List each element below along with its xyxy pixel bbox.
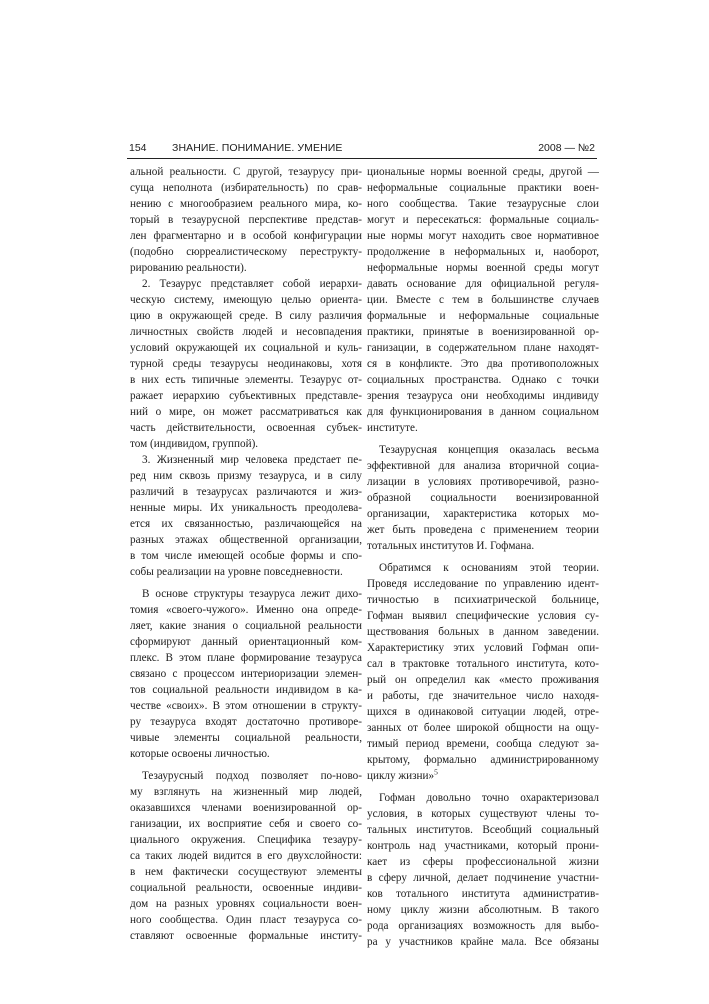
page-number: 154 [129, 142, 147, 154]
text-line: кает из сферы профессиональной жизни [367, 856, 599, 868]
right-column [367, 164, 599, 950]
text-line: ру тезауруса входят достаточно противоре- [130, 716, 362, 728]
text-line: ции. Вместе с тем в большинстве случаев [367, 294, 599, 306]
text-line: эффективной для анализа вторичной социа- [367, 460, 599, 472]
text-line: формальные и неформальные социальные [367, 310, 599, 322]
text-line: му взглянуть на жизненный мир людей, [130, 786, 362, 798]
running-header [127, 142, 597, 159]
text-line: жет быть проведена с применением теории [367, 524, 599, 536]
text-line: часть действительности, освоенная субъек- [130, 422, 362, 434]
text-line: ред ним сквозь призму тезауруса, и в силу [130, 470, 362, 482]
issue-number: 2008 — №2 [538, 142, 595, 154]
text-line: Проведя исследование по управлению идент- [367, 578, 599, 590]
text-line: в сферу личной, делает подчинение участни- [367, 872, 599, 884]
text-line: в нем фактически сосуществуют элементы [130, 866, 362, 878]
text-line: организации, характеристика которых мо- [367, 508, 599, 520]
text-line: Характеристику этих условий Гофман опи- [367, 642, 599, 654]
text-line: ненные миры. Их уникальность преодолева- [130, 502, 362, 514]
text-line: ному циклу жизни абсолютным. В такого [367, 904, 599, 916]
text-line: в том числе имеющей особые формы и спо- [130, 550, 362, 562]
section-title: ЗНАНИЕ. ПОНИМАНИЕ. УМЕНИЕ [172, 142, 343, 154]
text-line: личностных свойств людей и несовпадения [130, 326, 362, 338]
text-line: ные нормы могут находить свое нормативное [367, 230, 599, 242]
text-line: са таких людей видится в его двухслойности: [130, 850, 362, 862]
footnote-marker: 5 [434, 768, 438, 777]
text-line: (подобно сюрреалистическому переструкту- [130, 246, 362, 258]
text-line: 3. Жизненный мир человека предстает пе- [142, 454, 362, 466]
text-line: которые освоены личностью. [130, 748, 270, 760]
text-line: зрения тезауруса они необходимы индивиду [367, 390, 599, 402]
text-line: неформальные нормы военной среды могут [367, 262, 599, 274]
text-line: Тезаурусный подход позволяет по-ново- [142, 770, 362, 782]
text-line: циклу жизни» [367, 770, 435, 782]
text-line: ражает иерархию субъективных представле- [130, 390, 362, 402]
text-line: ков тотального института административ- [367, 888, 599, 900]
text-line: условий окружающей их социальной и куль- [130, 342, 362, 354]
text-line: рода организациях возможность для выбо- [367, 920, 599, 932]
text-line: суща неполнота (избирательность) по срав- [130, 182, 362, 194]
text-line: ществования больных в данном заведении. [367, 626, 599, 638]
text-line: практики, принятые в военизированной ор- [367, 326, 599, 338]
text-line: тичностью в психиатрической больнице, [367, 594, 599, 606]
text-line: чивые элементы социальной реальности, [130, 732, 362, 744]
text-line: и работы, где значительное число находя- [367, 690, 599, 702]
text-line: условия, в которых существуют члены то- [367, 808, 599, 820]
text-line: социальных пространства. Однако с точки [367, 374, 599, 386]
text-line: торый в тезаурусной перспективе представ- [130, 214, 362, 226]
text-line: рированию реальности). [130, 262, 247, 274]
text-line: тотальных институтов И. Гофмана. [367, 540, 535, 552]
text-line: сформируют данный ориентационный ком- [130, 636, 362, 648]
text-line: ного сообщества. Один пласт тезауруса со- [130, 914, 362, 926]
text-line: 2. Тезаурус представляет собой иерархи- [142, 278, 362, 290]
text-line: могут и пересекаться: формальные социаль- [367, 214, 599, 226]
text-line: в них есть типичные элементы. Тезаурус от- [130, 374, 362, 386]
text-line: честве «своих». В этом отношении в структу- [130, 700, 362, 712]
text-line: неформальные социальные практики воен- [367, 182, 599, 194]
text-line: институте. [367, 422, 418, 434]
text-line: разных этажах общественной организации, [130, 534, 362, 546]
text-line: тов социальной реальности индивидом в ка- [130, 684, 362, 696]
text-line: оказавшихся членами военизированной ор- [130, 802, 362, 814]
text-line: крытому, формально администрированному [367, 754, 599, 766]
text-line: Тезаурусная концепция оказалась весьма [379, 444, 599, 456]
text-line: ра у участников крайне мала. Все обязаны [367, 936, 599, 948]
text-line: нению с многообразием реального мира, ко- [130, 198, 362, 210]
text-line: циального окружения. Специфика тезауру- [130, 834, 362, 846]
text-line: Гофман довольно точно охарактеризовал [379, 792, 599, 804]
text-line: занных от более широкой общности на ощу- [367, 722, 599, 734]
text-line: собы реализации на уровне повседневности. [130, 566, 343, 578]
text-line: давать основание для официальной регуля- [367, 278, 599, 290]
text-line: образной социальности военизированной [367, 492, 599, 504]
text-line: Обратимся к основаниям этой теории. [379, 562, 599, 574]
text-line: ческую систему, имеющую целью ориента- [130, 294, 362, 306]
text-line: щихся в одинаковой ситуации людей, отре- [367, 706, 599, 718]
text-line: ляет, какие знания о социальной реальности [130, 620, 362, 632]
text-line: контроль над участниками, который прони- [367, 840, 599, 852]
text-line: циональные нормы военной среды, другой — [367, 166, 599, 178]
text-line: тальных институтов. Всеобщий социальный [367, 824, 599, 836]
text-line: ставляют освоенные формальные институ- [130, 930, 362, 942]
text-line: продолжение в неформальных и, наоборот, [367, 246, 599, 258]
text-line: рый он определил как «место проживания [367, 674, 599, 686]
text-line: турной среды тезаурусы неодинаковы, хотя [130, 358, 362, 370]
text-line: томия «своего-чужого». Именно она опреде- [130, 604, 362, 616]
text-line: сал в трактовке тотального института, кото- [367, 658, 599, 670]
text-line: плекс. В этом плане формирование тезауруса [130, 652, 362, 664]
text-line: ганизации, их восприятие себя и своего со- [130, 818, 362, 830]
text-line: социальной реальности, освоенные индиви- [130, 882, 362, 894]
text-line: ганизации, в содержательном плане находят- [367, 342, 599, 354]
text-line: для функционирования в данном социальном [367, 406, 599, 418]
text-line: различий в тезаурусах различаются и жиз- [130, 486, 362, 498]
text-line: Гофман выявил специфические условия су- [367, 610, 599, 622]
text-line: альной реальности. С другой, тезаурусу при- [130, 166, 362, 178]
text-line: ного сообщества. Такие тезаурусные слои [367, 198, 599, 210]
text-line: лизации в условиях противоречивой, разно- [367, 476, 599, 488]
text-line: дом на разных уровнях социальности воен- [130, 898, 362, 910]
text-line: ний о мире, он может рассматриваться как [130, 406, 362, 418]
left-column [130, 164, 362, 944]
text-line: лен фрагментарно и в особой конфигурации [130, 230, 362, 242]
text-line: том (индивидом, группой). [130, 438, 259, 450]
text-line: ся в конфликте. Это два противоположных [367, 358, 599, 370]
text-line: В основе структуры тезауруса лежит дихо- [142, 588, 362, 600]
text-line: тимый период времени, сообща следуют за- [367, 738, 599, 750]
text-line: цию в окружающей среде. В силу различия [130, 310, 362, 322]
text-line: связано с процессом интериоризации элемен- [130, 668, 362, 680]
text-line: ется их связанностью, различающейся на [130, 518, 362, 530]
text-line-with-footnote [367, 768, 599, 784]
